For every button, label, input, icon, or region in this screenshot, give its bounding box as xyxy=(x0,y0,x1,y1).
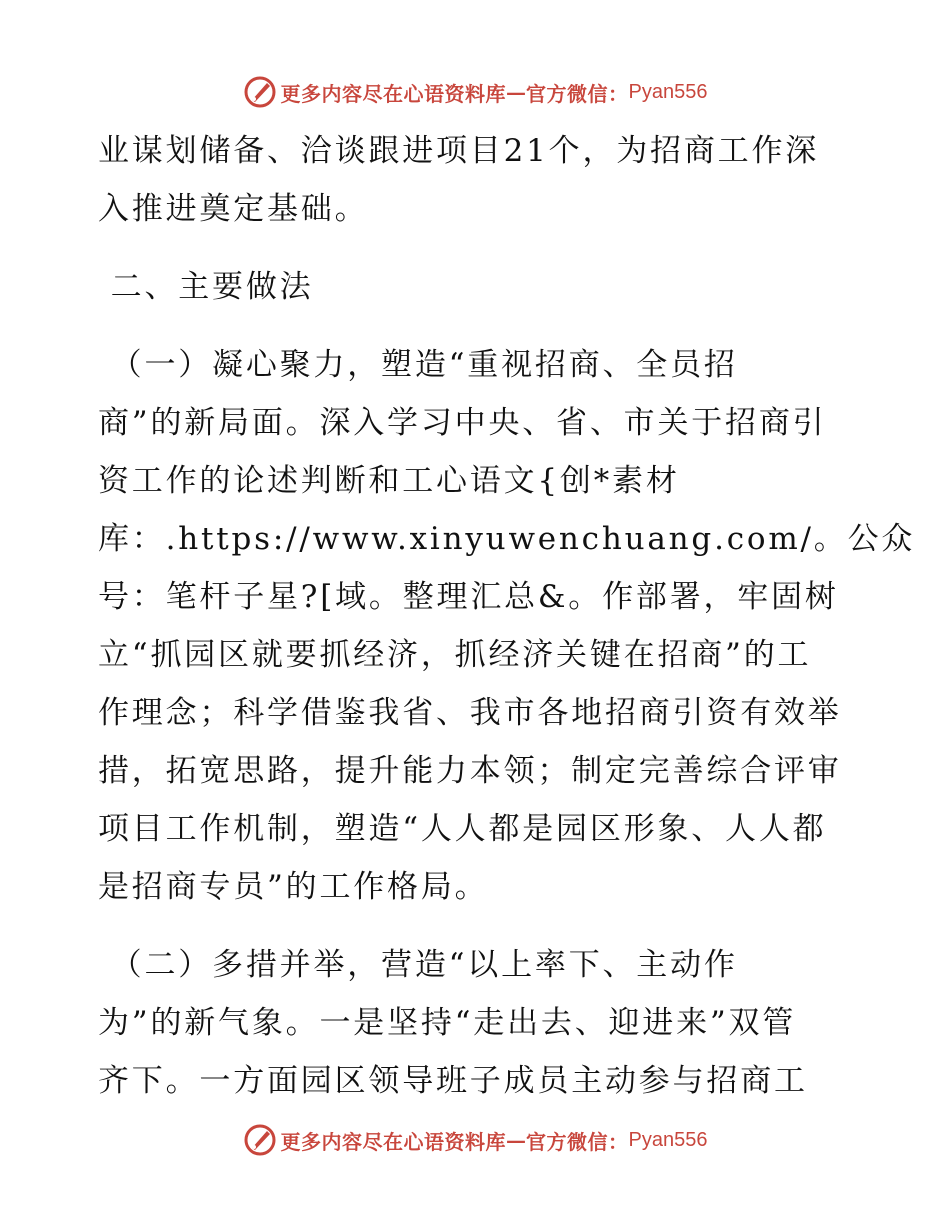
text-line: 是招商专员”的工作格局。 xyxy=(98,869,489,905)
watermark-banner-top xyxy=(0,72,950,112)
logo-icon xyxy=(243,1123,277,1157)
section-heading xyxy=(98,258,858,316)
watermark-contact-id: Pyan556 xyxy=(628,80,708,103)
text-line: 措，拓宽思路，提升能力本领；制定完善综合评审 xyxy=(98,753,842,789)
paragraph xyxy=(98,936,858,1110)
watermark-contact-id: Pyan556 xyxy=(628,1128,708,1151)
text-line: 齐下。一方面园区领导班子成员主动参与招商工 xyxy=(98,1063,808,1099)
document-body xyxy=(98,122,916,1110)
text-line: 为”的新气象。一是坚持“走出去、迎进来”双管 xyxy=(98,1005,797,1041)
text-line: 项目工作机制，塑造“人人都是园区形象、人人都 xyxy=(98,811,827,847)
watermark-separator: — xyxy=(506,1128,527,1152)
watermark-banner-bottom xyxy=(0,1120,950,1160)
heading-line: 二、主要做法 xyxy=(98,269,314,305)
watermark-text: 更多内容尽在心语资料库 xyxy=(280,81,507,106)
text-line: （二）多措并举，营造“以上率下、主动作 xyxy=(98,947,738,983)
text-line: 业谋划储备、洽谈跟进项目21个，为招商工作深 xyxy=(98,133,820,169)
logo-icon xyxy=(243,75,277,109)
text-line: 作理念；科学借鉴我省、我市各地招商引资有效举 xyxy=(98,695,842,731)
text-line: （一）凝心聚力，塑造“重视招商、全员招 xyxy=(98,347,738,383)
watermark-separator: — xyxy=(506,80,527,104)
paragraph xyxy=(98,336,916,916)
text-line: 库：.https://www.xinyuwenchuang.com/。公众 xyxy=(98,521,916,557)
watermark-text: 更多内容尽在心语资料库 xyxy=(280,1129,507,1154)
text-line: 资工作的论述判断和工心语文{创*素材 xyxy=(98,463,680,499)
watermark-contact-label: 官方微信： xyxy=(526,81,629,106)
text-line: 入推进奠定基础。 xyxy=(98,191,369,227)
text-line: 商”的新局面。深入学习中央、省、市关于招商引 xyxy=(98,405,827,441)
watermark-contact-label: 官方微信： xyxy=(526,1129,629,1154)
paragraph xyxy=(98,122,858,238)
text-line: 号：笔杆子星?[域。整理汇总&。作部署，牢固树 xyxy=(98,579,839,615)
text-line: 立“抓园区就要抓经济，抓经济关键在招商”的工 xyxy=(98,637,812,673)
